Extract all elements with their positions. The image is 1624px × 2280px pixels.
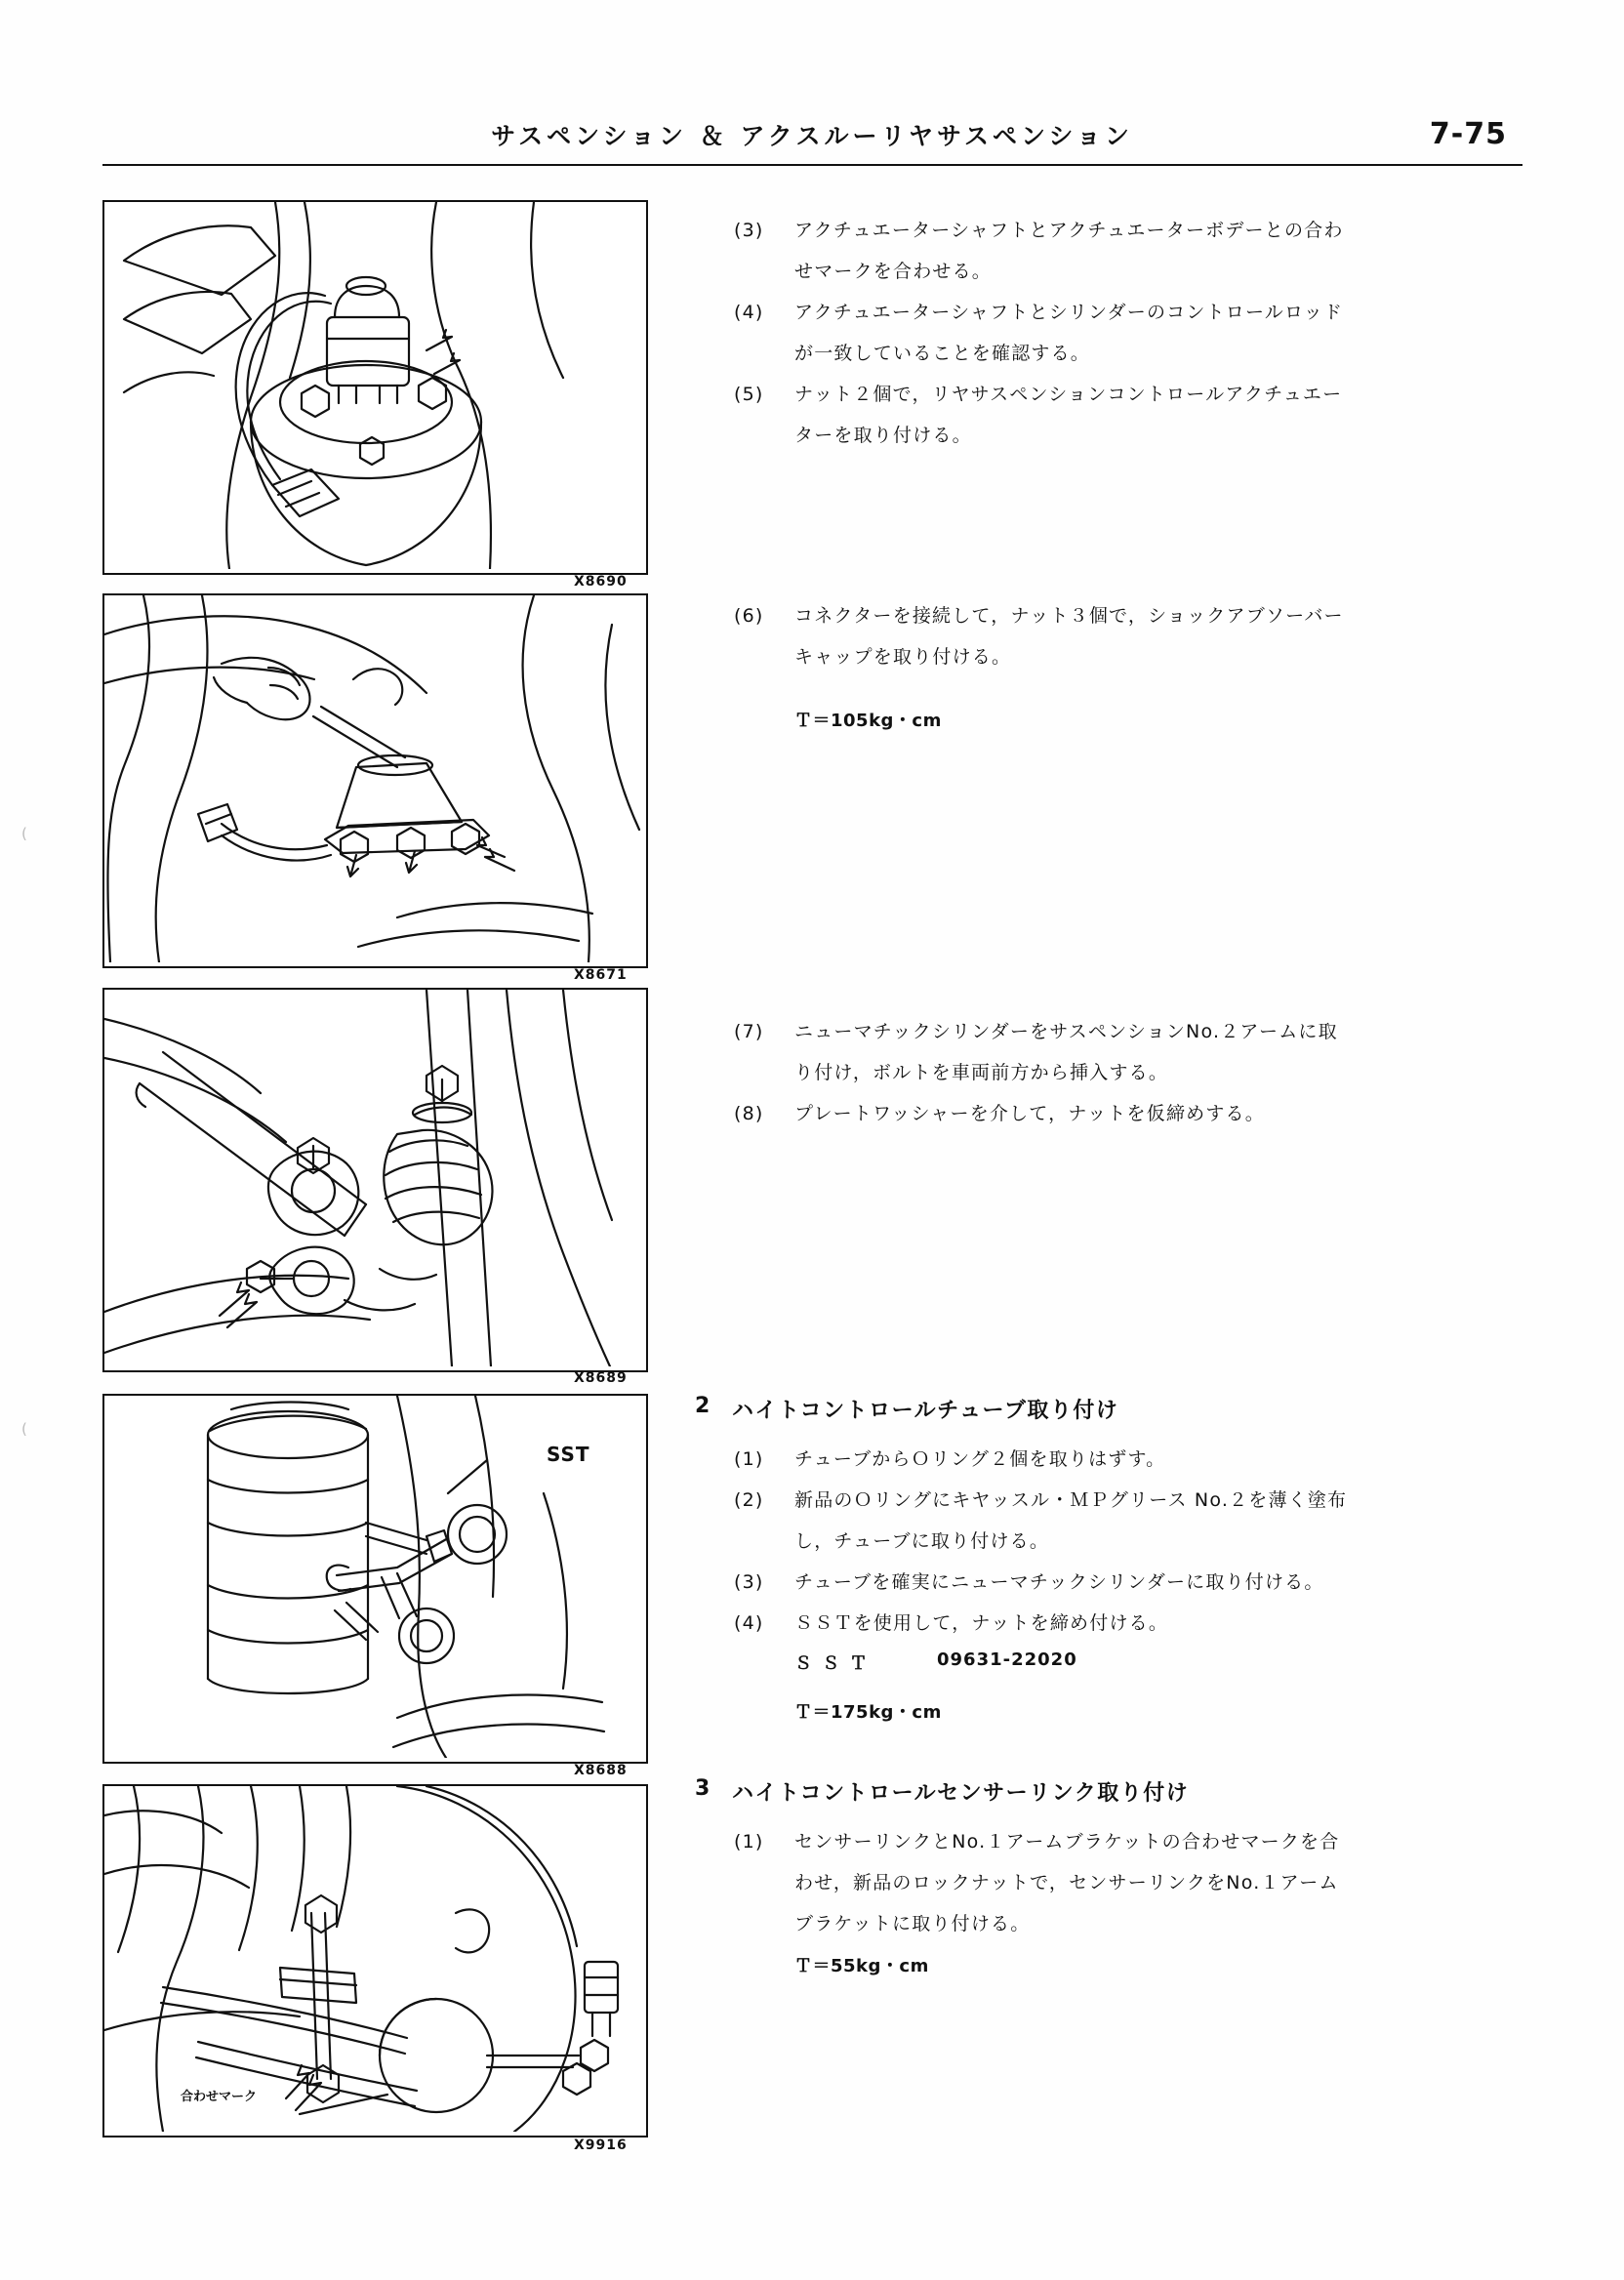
figure-1-drawing: [104, 202, 642, 569]
figure-shock-cap-install: [102, 593, 648, 968]
step-line: 新品のＯリングにキヤッスル・ＭＰグリース No.２を薄く塗布: [794, 1489, 1348, 1511]
step-line: ターを取り付ける。: [794, 425, 972, 446]
section-3-heading: [695, 1776, 1534, 1807]
figure-sensor-link-install: [102, 1784, 648, 2138]
step-number: (7): [734, 1021, 764, 1042]
section-title: ハイトコントロールチューブ取り付け: [732, 1399, 1119, 1423]
section-2-heading: [695, 1394, 1534, 1424]
step-5: [734, 374, 1544, 456]
figure-5-drawing: [104, 1786, 642, 2132]
step-line: ニューマチックシリンダーをサスペンションNo.２アームに取: [794, 1021, 1338, 1042]
section2-step-1: [734, 1439, 1544, 1480]
sst-callout-label: SST: [547, 1443, 590, 1466]
step-line: アクチュエーターシャフトとアクチュエーターボデーとの合わ: [794, 220, 1344, 241]
step-number: (4): [734, 302, 764, 323]
header-divider: [102, 164, 1522, 166]
step-number: (2): [734, 1489, 764, 1511]
torque-spec-section3: Ｔ＝55kg・cm: [794, 1956, 929, 1976]
step-number: (3): [734, 1571, 764, 1593]
page-number: 7-75: [1429, 117, 1507, 151]
section3-step-1: [734, 1821, 1544, 1944]
figure-pneumatic-cylinder-install: [102, 988, 648, 1372]
section2-step-4: [734, 1603, 1544, 1644]
scan-artifact: (: [21, 825, 27, 842]
figure-code: X8689: [574, 1370, 628, 1386]
scan-artifact: (: [21, 1420, 27, 1438]
section-number: 2: [695, 1394, 711, 1418]
step-number: (8): [734, 1103, 764, 1124]
step-line: プレートワッシャーを介して，ナットを仮締めする。: [794, 1103, 1265, 1124]
step-line: アクチュエーターシャフトとシリンダーのコントロールロッド: [794, 302, 1344, 323]
step-line: センサーリンクとNo.１アームブラケットの合わせマークを合: [794, 1831, 1340, 1852]
page-header: [0, 117, 1624, 176]
step-line: チューブからＯリング２個を取りはずす。: [794, 1448, 1166, 1470]
figure-code: X9916: [574, 2138, 628, 2153]
sst-label-text: Ｓ Ｓ Ｔ: [794, 1653, 870, 1674]
step-8: [734, 1093, 1544, 1134]
sst-part-number: 09631-22020: [937, 1649, 1077, 1670]
step-line: し，チューブに取り付ける。: [794, 1530, 1050, 1552]
figure-2-drawing: [104, 595, 642, 962]
step-number: (3): [734, 220, 764, 241]
step-line: り付け，ボルトを車両前方から挿入する。: [794, 1062, 1169, 1083]
step-number: (4): [734, 1612, 764, 1634]
figure-code: X8688: [574, 1763, 628, 1778]
step-number: (1): [734, 1448, 764, 1470]
step-line: コネクターを接続して，ナット３個で，ショックアブソーバー: [794, 605, 1344, 627]
page-title: サスペンション ＆ アクスルーリヤサスペンション: [491, 122, 1133, 150]
step-4: [734, 292, 1544, 374]
step-line: せマークを合わせる。: [794, 261, 993, 282]
step-3: [734, 210, 1544, 292]
section2-step-2: [734, 1480, 1544, 1562]
figure-code: X8671: [574, 967, 628, 983]
step-line: ブラケットに取り付ける。: [794, 1913, 1031, 1934]
step-line: ＳＳＴを使用して，ナットを締め付ける。: [794, 1612, 1169, 1634]
step-line: が一致していることを確認する。: [794, 343, 1091, 364]
step-line: キャップを取り付ける。: [794, 646, 1012, 668]
step-number: (5): [734, 384, 764, 405]
figure-3-drawing: [104, 990, 642, 1366]
step-number: (6): [734, 605, 764, 627]
step-line: ナット２個で，リヤサスペンションコントロールアクチュエー: [794, 384, 1343, 405]
torque-spec-6: Ｔ＝105kg・cm: [794, 711, 942, 731]
match-mark-label: 合わせマーク: [181, 2090, 258, 2104]
step-7: [734, 1011, 1544, 1093]
step-line: チューブを確実にニューマチックシリンダーに取り付ける。: [794, 1571, 1324, 1593]
section2-step-3: [734, 1562, 1544, 1603]
section-number: 3: [695, 1776, 711, 1801]
figure-code: X8690: [574, 574, 628, 590]
step-number: (1): [734, 1831, 764, 1852]
figure-actuator-install: [102, 200, 648, 575]
section-title: ハイトコントロールセンサーリンク取り付け: [732, 1781, 1190, 1806]
step-6: [734, 595, 1544, 677]
step-line: わせ，新品のロックナットで，センサーリンクをNo.１アーム: [794, 1872, 1339, 1893]
torque-spec-section2: Ｔ＝175kg・cm: [794, 1702, 942, 1723]
